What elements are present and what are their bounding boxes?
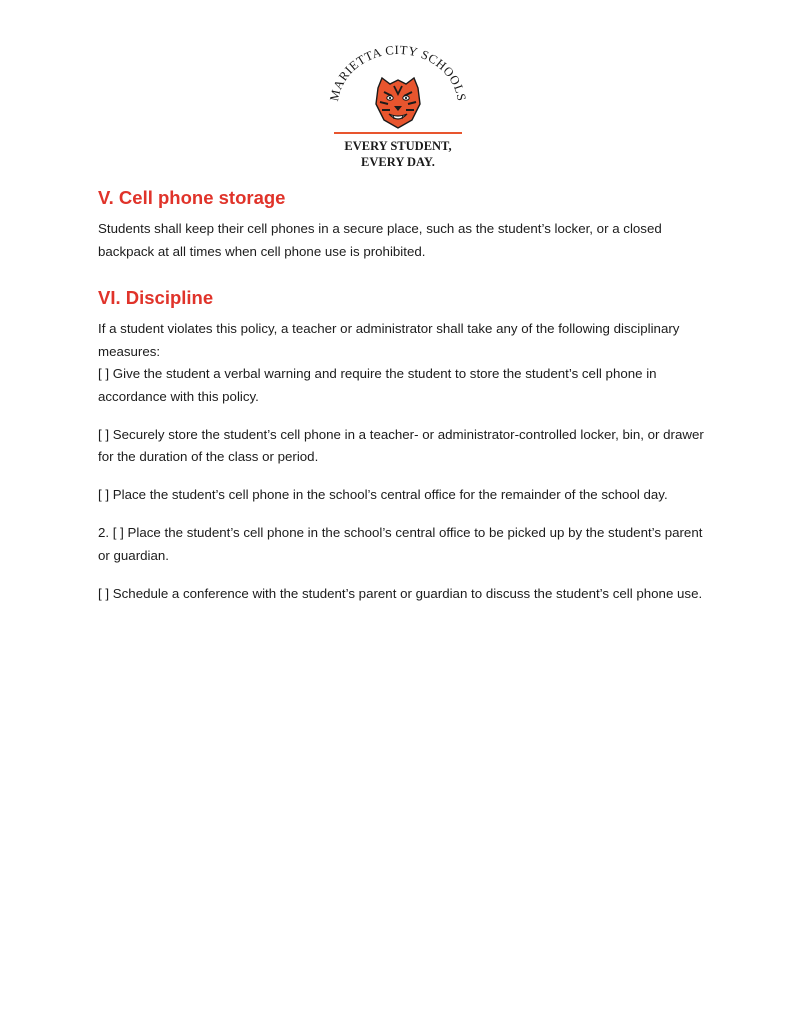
section-paragraph: Students shall keep their cell phones in a secure place, such as the student’s locker, or a closed backpack at all times when cell phone use is prohibited. (98, 221, 662, 259)
logo-rule (334, 132, 462, 134)
discipline-option: [ ] Place the student’s cell phone in the school’s central office for the remainder of the school day. (98, 487, 668, 502)
section-cell-phone-storage (98, 184, 704, 263)
tiger-mascot-icon (376, 78, 420, 128)
document-body (98, 184, 704, 623)
tagline-line2: EVERY DAY. (361, 155, 435, 169)
school-logo (320, 44, 476, 176)
section-paragraph: If a student violates this policy, a teacher or administrator shall take any of the following disciplinary measures: (98, 321, 680, 359)
section-discipline (98, 284, 704, 605)
discipline-option: [ ] Securely store the student’s cell phone in a teacher- or administrator-controlled locker, bin, or drawer for the duration of the class or period. (98, 426, 704, 464)
discipline-option: [ ] Schedule a conference with the student’s parent or guardian to discuss the student’s cell phone use. (98, 585, 703, 601)
tagline-line1: EVERY STUDENT, (344, 139, 452, 153)
section-heading: VI. Discipline (98, 287, 214, 308)
discipline-option: 2. [ ] Place the student’s cell phone in the school’s central office to be picked up by the student’s parent or guardian. (98, 525, 703, 563)
section-heading: V. Cell phone storage (98, 187, 286, 208)
discipline-option: [ ] Give the student a verbal warning and require the student to store the student’s cell phone in accordance with this policy. (98, 366, 657, 404)
school-name-text: MARIETTA CITY SCHOOLS (327, 44, 469, 103)
